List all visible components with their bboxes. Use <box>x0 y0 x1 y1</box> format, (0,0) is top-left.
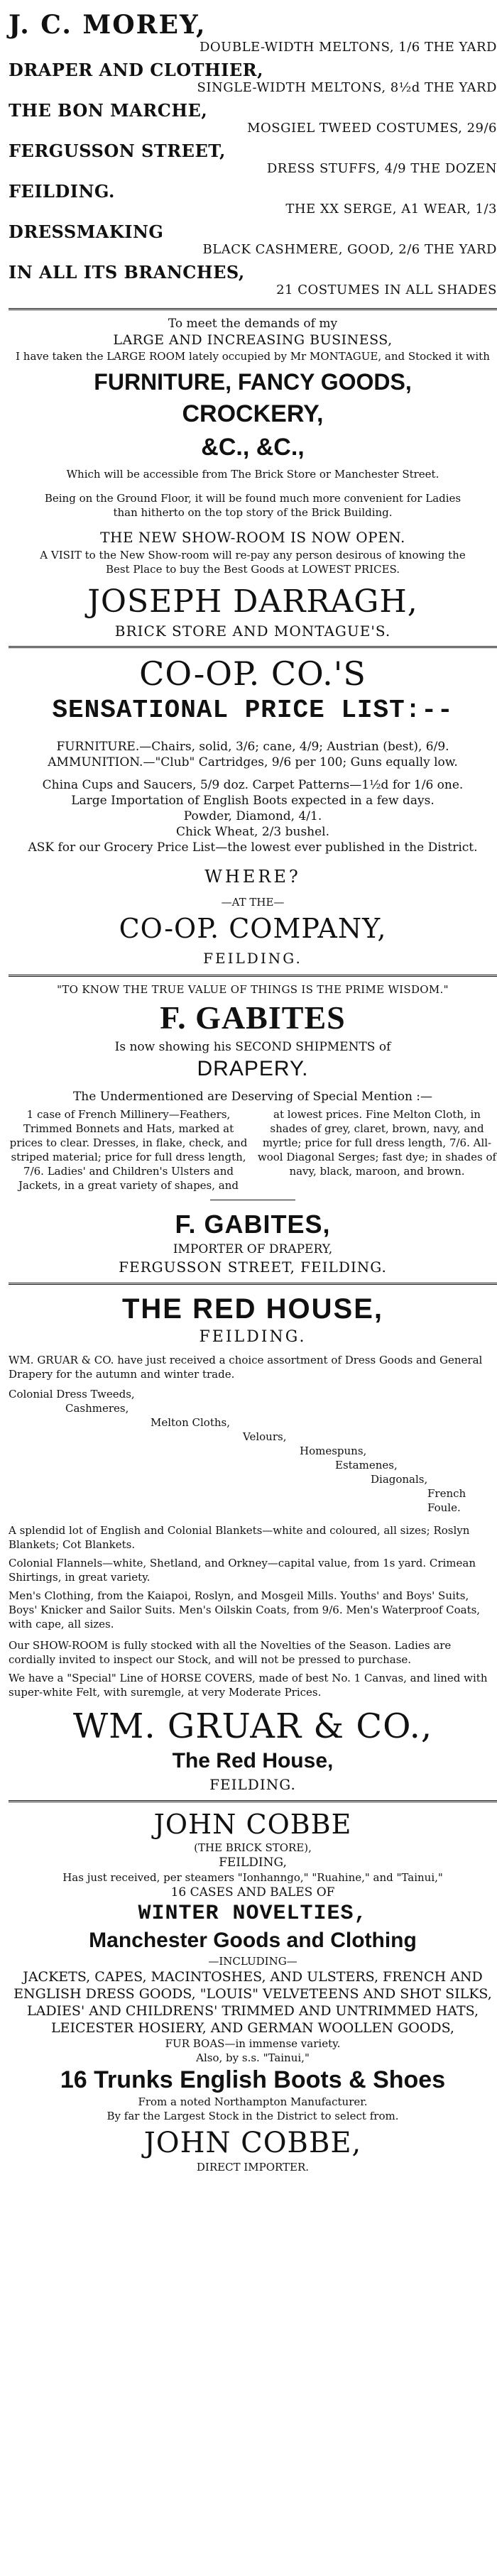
darragh-address: BRICK STORE AND MONTAGUE'S. <box>114 623 391 640</box>
morey-left-text: DRESSMAKING <box>9 221 164 242</box>
cobbe-name: JOHN COBBE <box>153 1809 352 1840</box>
cobbe-also: Also, by s.s. "Tainui," <box>196 2051 310 2064</box>
darragh-intro1: To meet the demands of my <box>168 317 338 331</box>
cobbe-trunks: 16 Trunks English Boots & Shoes <box>60 2066 446 2093</box>
redhouse-list <box>9 1387 497 1515</box>
morey-row <box>9 242 497 262</box>
darragh-intro3: I have taken the LARGE ROOM lately occupied by Mr MONTAGUE, and Stocked it with <box>16 350 490 363</box>
cobbe-from: From a noted Northampton Manufacturer. <box>138 2095 368 2108</box>
gabites-showing: Is now showing his SECOND SHIPMENTS of <box>114 1040 391 1054</box>
gabites-address: FERGUSSON STREET, FEILDING. <box>119 1259 387 1276</box>
cobbe-items: JACKETS, CAPES, MACINTOSHES, AND ULSTERS, FRENCH AND ENGLISH DRESS GOODS, "LOUIS" VELVETEENS AND SHOT SILKS, LADIES' AND CHILDRENS' TRIMMED AND UNTRIMMED HATS, LEICESTER HOSIERY, AND GERMAN WOOLLEN GOODS, <box>13 1969 492 2036</box>
gabites-name2: F. GABITES, <box>175 1210 331 1239</box>
morey-row <box>9 141 497 161</box>
coop-line5: Powder, Diamond, 4/1. <box>183 809 322 823</box>
morey-right-text: DOUBLE-WIDTH MELTONS, 1/6 THE YARD <box>199 40 497 55</box>
morey-left-text: FERGUSSON STREET, <box>9 141 226 161</box>
coop-subtitle: SENSATIONAL PRICE LIST:-- <box>52 696 454 725</box>
coop-line4: Large Importation of English Boots expected in a few days. <box>71 794 435 808</box>
coop-town: FEILDING. <box>203 950 302 967</box>
darragh-access: Which will be accessible from The Brick Store or Manchester Street. <box>66 468 439 481</box>
cobbe-received: Has just received, per steamers "Ionhanngo," "Ruahine," and "Tainui," <box>62 1871 443 1884</box>
morey-right-text: MOSGIEL TWEED COSTUMES, 29/6 <box>247 121 497 136</box>
redhouse-list-item: Melton Cloths, <box>151 1416 230 1429</box>
darragh-goods3: &C., &C., <box>201 434 305 461</box>
darragh-goods2: CROCKERY, <box>182 400 324 427</box>
gabites-mention: The Undermentioned are Deserving of Special Mention :— <box>72 1090 433 1104</box>
redhouse-list-item: Cashmeres, <box>65 1402 129 1415</box>
morey-left-text: DRAPER AND CLOTHIER, <box>9 60 263 80</box>
darragh-goods1: FURNITURE, FANCY GOODS, <box>94 369 412 395</box>
cobbe-store: (THE BRICK STORE), <box>194 1841 312 1854</box>
redhouse-list-item: Diagonals, <box>371 1473 428 1486</box>
darragh-intro2: LARGE AND INCREASING BUSINESS, <box>113 332 393 348</box>
morey-row <box>9 202 497 221</box>
divider <box>9 308 497 310</box>
ad-cobbe <box>9 1808 497 2174</box>
morey-row <box>9 181 497 202</box>
ad-redhouse <box>9 1290 497 1794</box>
darragh-visit: A VISIT to the New Show-room will re-pay any person desirous of knowing the Best Place to buy the Best Goods at LOWEST PRICES. <box>40 549 466 576</box>
morey-right-text: BLACK CASHMERE, GOOD, 2/6 THE YARD <box>202 242 497 257</box>
gabites-drapery: DRAPERY. <box>197 1057 309 1080</box>
redhouse-town2: FEILDING. <box>209 1776 296 1793</box>
morey-left-text: FEILDING. <box>9 181 115 202</box>
gabites-right-col: at lowest prices. Fine Melton Cloth, in shades of grey, claret, brown, navy, and myrtle; price for full dress length, 7/6. All-wool Diagonal Serges; fast dye; in shades of navy, black, maroon, and brown. <box>257 1108 497 1178</box>
morey-row <box>9 100 497 121</box>
gabites-left-col: 1 case of French Millinery—Feathers, Trimmed Bonnets and Hats, marked at prices to clear. Dresses, in flake, check, and striped material; price for full dress length, 7/6. Ladies' and Children's Ulsters and Jackets, in a great variety of shapes, and <box>9 1108 248 1192</box>
ad-darragh <box>9 316 497 640</box>
redhouse-list-item: Colonial Dress Tweeds, <box>9 1388 135 1401</box>
redhouse-intro: WM. GRUAR & CO. have just received a choice assortment of Dress Goods and General Drapery for the autumn and winter trade. <box>9 1354 483 1381</box>
gabites-name: F. GABITES <box>160 999 346 1036</box>
redhouse-p3: Men's Clothing, from the Kaiapoi, Roslyn, and Mosgeil Mills. Youths' and Boys' Suits, Boys' Knicker and Sailor Suits. Men's Oilskin Coats, from 9/6. Men's Waterproof Coats, with cape, all sizes. <box>9 1589 481 1630</box>
coop-line7: ASK for our Grocery Price List—the lowest ever published in the District. <box>28 840 478 855</box>
redhouse-list-item: French Foule. <box>427 1487 466 1514</box>
cobbe-novelties: WINTER NOVELTIES, <box>138 1902 368 1926</box>
morey-right-text: THE XX SERGE, A1 WEAR, 1/3 <box>285 202 497 217</box>
redhouse-list-item: Estamenes, <box>335 1459 398 1471</box>
coop-where: WHERE? <box>204 867 301 887</box>
cobbe-largest: By far the Largest Stock in the District to select from. <box>106 2110 399 2122</box>
morey-row <box>9 283 497 302</box>
divider <box>9 1800 497 1802</box>
morey-rows <box>9 10 497 302</box>
darragh-open: THE NEW SHOW-ROOM IS NOW OPEN. <box>100 529 405 546</box>
gabites-importer: IMPORTER OF DRAPERY, <box>173 1242 333 1256</box>
cobbe-manchester: Manchester Goods and Clothing <box>89 1929 417 1952</box>
cobbe-including: —INCLUDING— <box>208 1955 297 1968</box>
morey-row <box>9 262 497 283</box>
cobbe-town: FEILDING, <box>219 1856 287 1870</box>
cobbe-cases: 16 CASES AND BALES OF <box>170 1885 335 1900</box>
divider <box>9 646 497 648</box>
morey-row <box>9 121 497 141</box>
ad-gabites <box>9 982 497 1277</box>
darragh-ground: Being on the Ground Floor, it will be found much more convenient for Ladies than hitherto on the top story of the Brick Building. <box>44 492 462 519</box>
redhouse-p4: Our SHOW-ROOM is fully stocked with all the Novelties of the Season. Ladies are cordially invited to inspect our Stock, and will not be pressed to purchase. <box>9 1639 452 1666</box>
coop-line6: Chick Wheat, 2/3 bushel. <box>175 825 330 839</box>
coop-title: CO-OP. CO.'S <box>139 654 366 693</box>
ad-coop <box>9 654 497 969</box>
redhouse-list-item: Homespuns, <box>300 1445 367 1457</box>
redhouse-title: THE RED HOUSE, <box>121 1293 384 1325</box>
morey-row <box>9 221 497 242</box>
coop-at-the: —AT THE— <box>221 896 285 909</box>
morey-right-text: 21 COSTUMES IN ALL SHADES <box>276 283 497 297</box>
morey-right-text: DRESS STUFFS, 4/9 THE DOZEN <box>266 161 497 176</box>
ad-morey <box>9 0 497 302</box>
coop-line2: AMMUNITION.—"Club" Cartridges, 9/6 per 100; Guns equally low. <box>48 755 458 769</box>
morey-row <box>9 80 497 100</box>
redhouse-p5: We have a "Special" Line of HORSE COVERS, made of best No. 1 Canvas, and lined with super-white Felt, with suremgle, at very Moderate Prices. <box>9 1672 488 1699</box>
redhouse-town: FEILDING. <box>199 1328 307 1346</box>
morey-row <box>9 60 497 80</box>
redhouse-list-item: Velours, <box>243 1430 287 1443</box>
cobbe-name2: JOHN COBBE, <box>143 2127 362 2159</box>
cobbe-fur: FUR BOAS—in immense variety. <box>165 2037 341 2050</box>
divider <box>9 1283 497 1285</box>
coop-line3: China Cups and Saucers, 5/9 doz. Carpet Patterns—1½d for 1/6 one. <box>42 778 464 792</box>
cobbe-importer: DIRECT IMPORTER. <box>196 2161 310 2174</box>
redhouse-p2: Colonial Flannels—white, Shetland, and Orkney—capital value, from 1s yard. Crimean Shirtings, in great variety. <box>9 1557 476 1584</box>
divider <box>9 975 497 977</box>
coop-company: CO-OP. COMPANY, <box>119 913 387 944</box>
morey-left-text: J. C. MOREY, <box>9 10 207 40</box>
morey-right-text: SINGLE-WIDTH MELTONS, 8½d THE YARD <box>197 80 497 95</box>
redhouse-p1: A splendid lot of English and Colonial Blankets—white and coloured, all sizes; Roslyn Blankets; Cot Blankets. <box>9 1524 470 1551</box>
morey-left-text: IN ALL ITS BRANCHES, <box>9 262 245 283</box>
redhouse-name: WM. GRUAR & CO., <box>72 1706 433 1746</box>
redhouse-house: The Red House, <box>172 1749 334 1772</box>
gabites-columns <box>9 1107 497 1193</box>
morey-row <box>9 40 497 60</box>
morey-left-text: THE BON MARCHE, <box>9 100 208 121</box>
morey-row <box>9 10 497 40</box>
morey-row <box>9 161 497 181</box>
coop-line1: FURNITURE.—Chairs, solid, 3/6; cane, 4/9; Austrian (best), 6/9. <box>56 740 449 754</box>
darragh-name: JOSEPH DARRAGH, <box>87 583 418 620</box>
gabites-motto: "TO KNOW THE TRUE VALUE OF THINGS IS THE PRIME WISDOM." <box>57 983 449 996</box>
